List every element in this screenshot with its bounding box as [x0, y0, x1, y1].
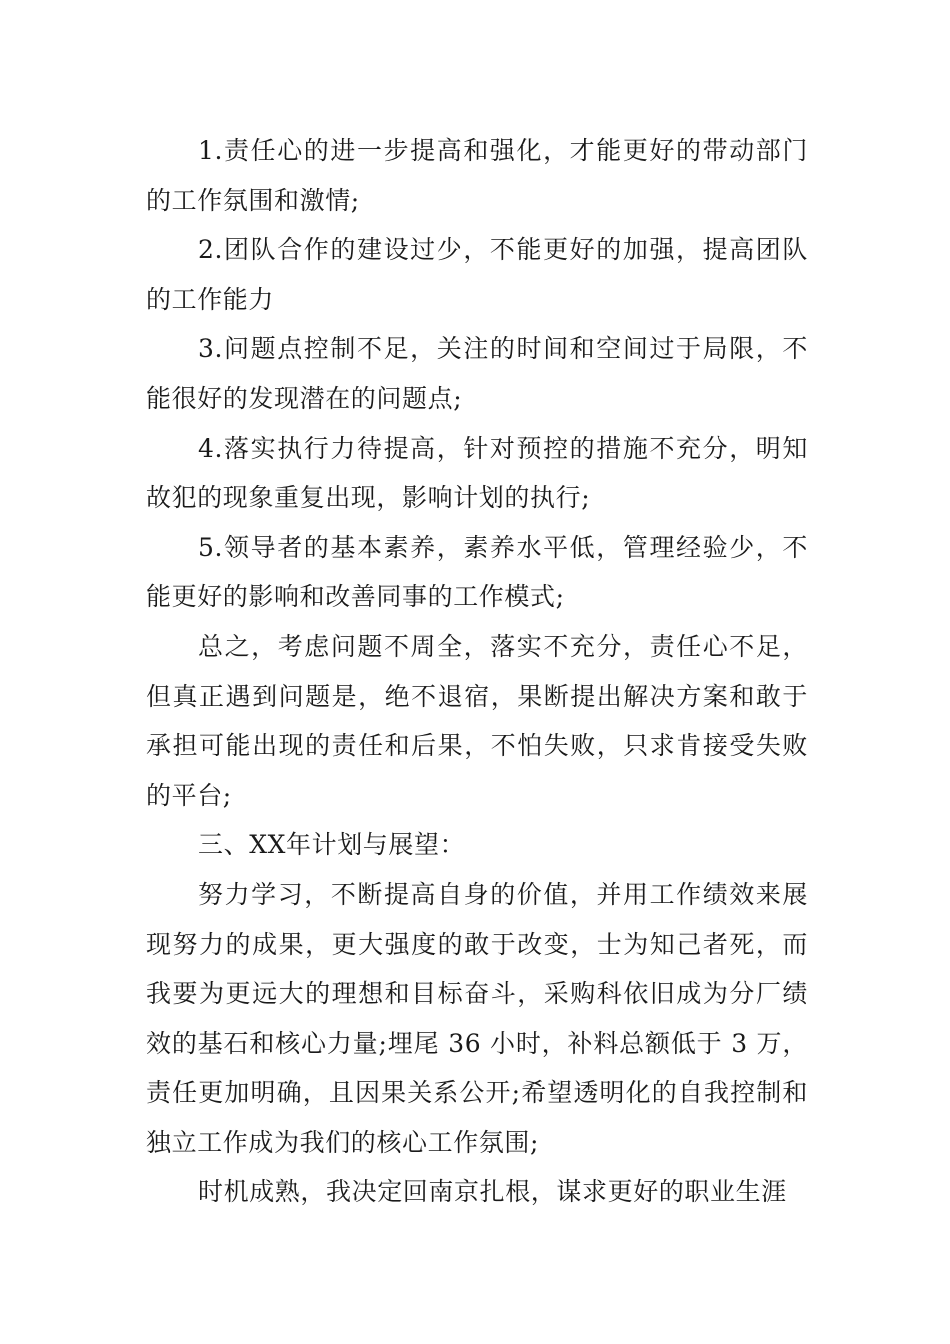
paragraph-career: 时机成熟，我决定回南京扎根，谋求更好的职业生涯 — [198, 1177, 787, 1207]
paragraph-item-5: 5.领导者的基本素养，素养水平低，管理经验少，不能更好的影响和改善同事的工作模式; — [146, 532, 808, 612]
paragraph-item-4: 4.落实执行力待提高，针对预控的措施不充分，明知故犯的现象重复出现，影响计划的执行; — [146, 433, 808, 513]
paragraph-item-2: 2.团队合作的建设过少，不能更好的加强，提高团队的工作能力 — [146, 235, 808, 314]
document-body — [146, 126, 808, 1217]
section-heading: 三、XX年计划与展望： — [198, 830, 466, 860]
paragraph-item-3: 3.问题点控制不足，关注的时间和空间过于局限，不能很好的发现潜在的问题点; — [146, 334, 808, 413]
paragraph-item-1: 1.责任心的进一步提高和强化，才能更好的带动部门的工作氛围和激情; — [146, 136, 808, 215]
paragraph-plan: 努力学习，不断提高自身的价值，并用工作绩效来展现努力的成果，更大强度的敢于改变，士为知己者死，而我要为更远大的理想和目标奋斗，采购科依旧成为分厂绩效的基石和核心力量;埋尾 36 小时，补料总额低于 3 万，责任更加明确，且因果关系公开;希望透明化的自我控制和独立工作成为我们的核心工作氛围; — [146, 879, 808, 1157]
paragraph-summary: 总之，考虑问题不周全，落实不充分，责任心不足，但真正遇到问题是，绝不退宿，果断提出解决方案和敢于承担可能出现的责任和后果，不怕失败，只求肯接受失败的平台; — [146, 631, 808, 810]
